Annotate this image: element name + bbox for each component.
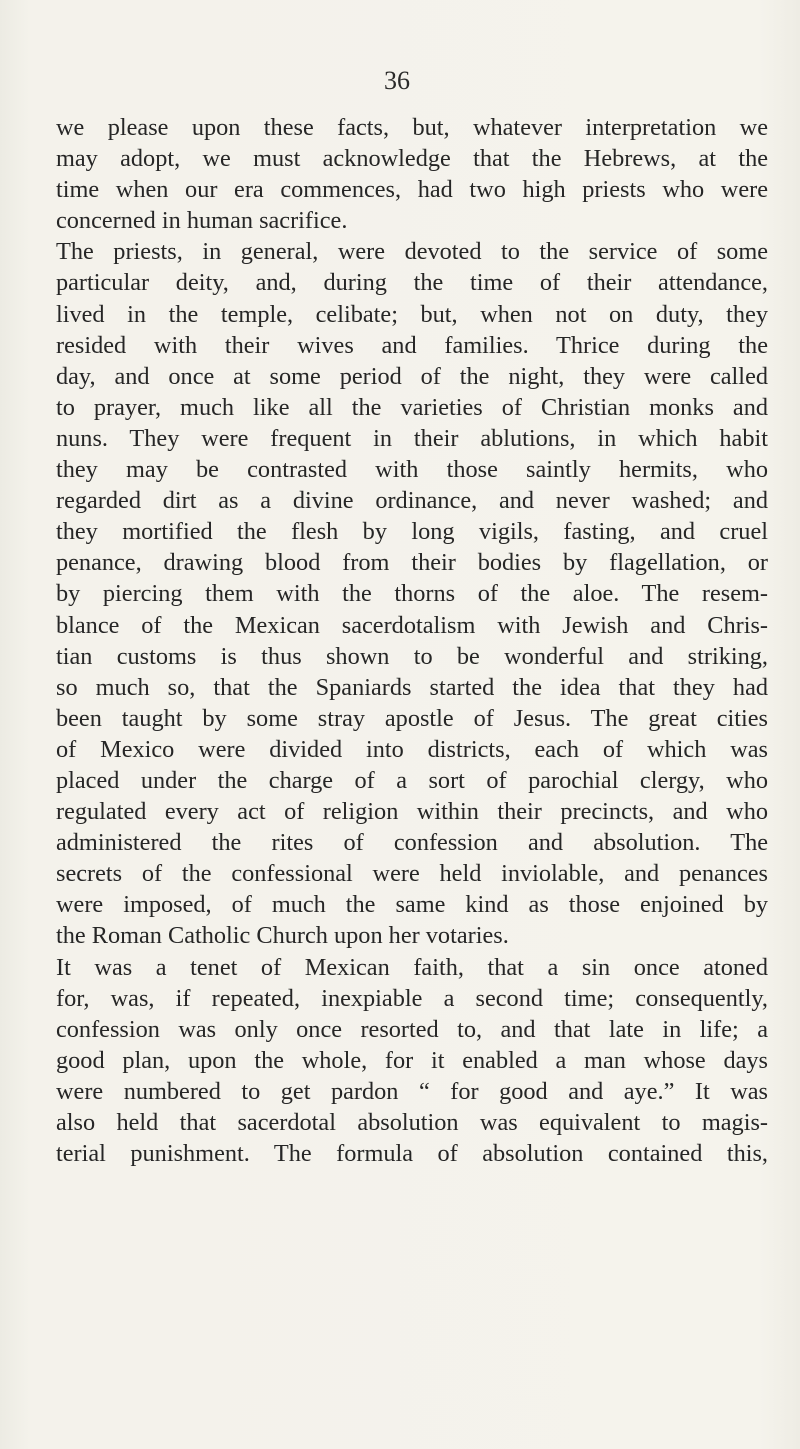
text-line: may adopt, we must acknowledge that the Hebrews, at the — [56, 145, 768, 173]
text-line: they mortified the flesh by long vigils, fasting, and cruel — [56, 518, 768, 546]
text-line: terial punishment. The formula of absolution contained this, — [56, 1140, 768, 1168]
text-line: the Roman Catholic Church upon her votaries. — [56, 922, 509, 950]
text-line: administered the rites of confession and absolution. The — [56, 829, 768, 857]
text-line: we please upon these facts, but, whatever interpretation we — [56, 114, 768, 141]
text-line: by piercing them with the thorns of the aloe. The resem- — [56, 580, 768, 608]
text-line: regulated every act of religion within their precincts, and who — [56, 798, 768, 826]
text-line: lived in the temple, celibate; but, when not on duty, they — [56, 300, 768, 328]
text-line: good plan, upon the whole, for it enabled a man whose days — [56, 1046, 768, 1074]
text-line: day, and once at some period of the night, they were called — [56, 362, 768, 390]
text-line: confession was only once resorted to, and that late in life; a — [56, 1015, 768, 1043]
text-line: also held that sacerdotal absolution was equivalent to magis- — [56, 1109, 768, 1136]
text-line: resided with their wives and families. Thrice during the — [56, 331, 768, 359]
text-line: so much so, that the Spaniards started the idea that they had — [56, 673, 768, 701]
text-line: The priests, in general, were devoted to the service of some — [56, 238, 768, 266]
page-number: 36 — [384, 66, 410, 95]
text-line: were numbered to get pardon “ for good and aye.” It was — [56, 1077, 768, 1105]
text-line: particular deity, and, during the time of their attendance, — [56, 269, 768, 297]
text-line: concerned in human sacrifice. — [56, 207, 348, 235]
text-line: time when our era commences, had two high priests who were — [56, 176, 768, 204]
text-line: blance of the Mexican sacerdotalism with Jewish and Chris- — [56, 611, 768, 639]
text-line: they may be contrasted with those saintly hermits, who — [56, 456, 768, 484]
text-line: penance, drawing blood from their bodies by flagellation, or — [56, 549, 768, 577]
text-line: placed under the charge of a sort of parochial clergy, who — [56, 766, 768, 794]
text-line: nuns. They were frequent in their ablutions, in which habit — [56, 424, 768, 452]
text-line: for, was, if repeated, inexpiable a second time; consequently, — [56, 984, 768, 1012]
text-line: It was a tenet of Mexican faith, that a sin once atoned — [56, 953, 768, 981]
body-text — [56, 112, 768, 1169]
text-line: regarded dirt as a divine ordinance, and never washed; and — [56, 487, 768, 515]
text-line: secrets of the confessional were held inviolable, and penances — [56, 860, 768, 888]
text-line: of Mexico were divided into districts, each of which was — [56, 735, 768, 763]
text-line: tian customs is thus shown to be wonderful and striking, — [56, 642, 768, 670]
text-line: to prayer, much like all the varieties of Christian monks and — [56, 393, 768, 421]
text-line: were imposed, of much the same kind as those enjoined by — [56, 891, 768, 919]
text-line: been taught by some stray apostle of Jesus. The great cities — [56, 704, 768, 732]
